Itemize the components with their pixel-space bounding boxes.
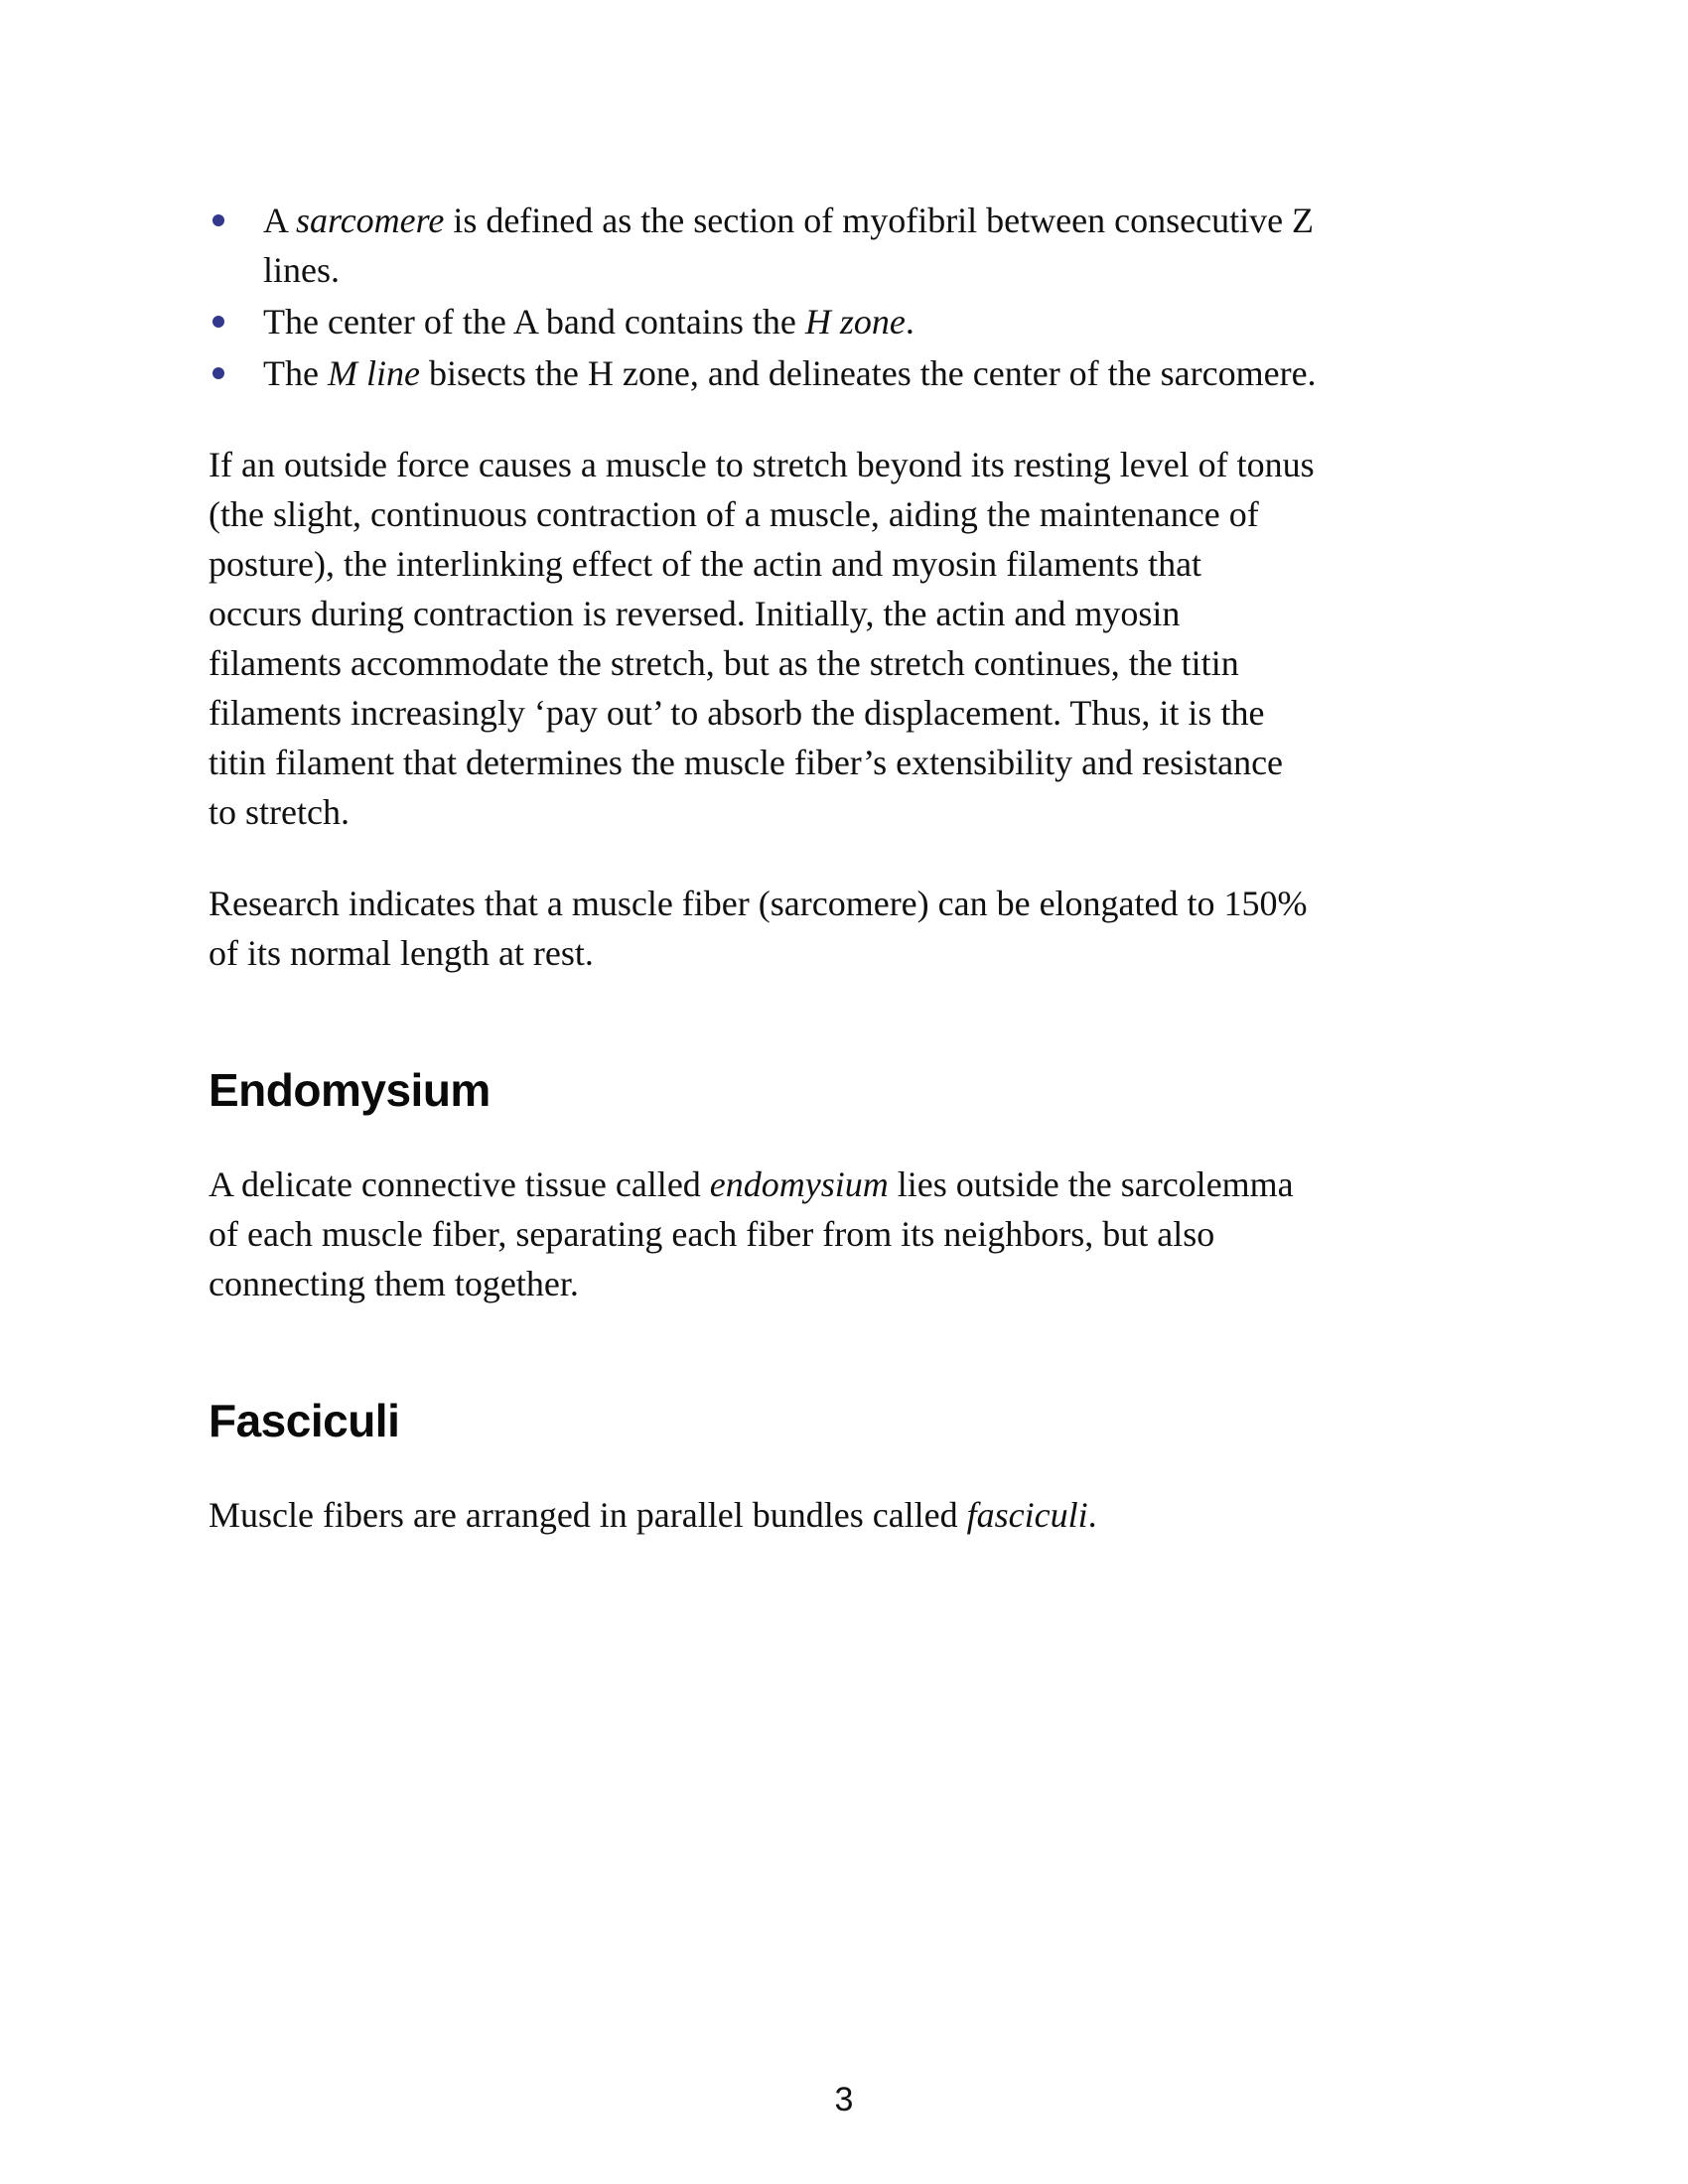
bullet-item (209, 196, 1509, 295)
paragraph (209, 440, 1509, 837)
italic-term: H zone (804, 302, 906, 341)
section-heading: Fasciculi (209, 1395, 400, 1446)
text-segment: occurs during contraction is reversed. Initially, the actin and myosin (209, 594, 1181, 633)
text-segment: . (1087, 1495, 1097, 1535)
bullet-item (209, 348, 1509, 398)
text-line (209, 1259, 1509, 1308)
page-number: 3 (834, 2081, 854, 2118)
text-segment: If an outside force causes a muscle to stretch beyond its resting level of tonus (209, 445, 1315, 484)
text-line (209, 589, 1509, 638)
text-segment: A delicate connective tissue called (209, 1164, 710, 1204)
bullet-item (209, 297, 1509, 346)
text-line (209, 489, 1509, 539)
text-line (209, 879, 1509, 928)
paragraph (209, 1490, 1509, 1540)
text-segment: lies outside the sarcolemma (888, 1164, 1294, 1204)
text-segment: The (263, 353, 328, 393)
bullet-list (209, 196, 1509, 398)
text-line (209, 1490, 1509, 1540)
text-line (209, 738, 1509, 787)
text-segment: is defined as the section of myofibril between consecutive Z (444, 201, 1315, 240)
paragraph (209, 1160, 1509, 1308)
text-line (209, 688, 1509, 738)
text-line (263, 245, 1509, 295)
text-segment: lines. (263, 250, 340, 290)
italic-term: fasciculi (966, 1495, 1088, 1535)
text-segment: (the slight, continuous contraction of a muscle, aiding the maintenance of (209, 494, 1259, 534)
paragraph (209, 879, 1509, 978)
text-segment: The center of the A band contains the (263, 302, 805, 341)
text-line (263, 348, 1509, 398)
text-line (209, 440, 1509, 489)
text-line (263, 297, 1509, 346)
italic-term: sarcomere (296, 201, 445, 240)
text-line (209, 539, 1509, 589)
text-segment: to stretch. (209, 792, 350, 832)
text-line (209, 638, 1509, 688)
text-segment: Research indicates that a muscle fiber (sarcomere) can be elongated to 150% (209, 884, 1308, 923)
text-segment: Muscle fibers are arranged in parallel bundles called (209, 1495, 967, 1535)
text-line (209, 787, 1509, 837)
italic-term: M line (327, 353, 420, 393)
text-segment: of its normal length at rest. (209, 933, 594, 973)
text-line (209, 1209, 1509, 1259)
text-line (209, 928, 1509, 978)
text-segment: bisects the H zone, and delineates the center of the sarcomere. (419, 353, 1317, 393)
text-segment: posture), the interlinking effect of the actin and myosin filaments that (209, 544, 1202, 584)
text-segment: filaments accommodate the stretch, but as the stretch continues, the titin (209, 643, 1239, 683)
text-segment: filaments increasingly ‘pay out’ to absorb the displacement. Thus, it is the (209, 693, 1265, 733)
text-segment: of each muscle fiber, separating each fiber from its neighbors, but also (209, 1214, 1215, 1254)
italic-term: endomysium (709, 1164, 889, 1204)
section-heading: Endomysium (209, 1064, 491, 1116)
text-segment: connecting them together. (209, 1264, 579, 1303)
text-segment: titin filament that determines the muscle fiber’s extensibility and resistance (209, 743, 1284, 782)
text-line (209, 1160, 1509, 1209)
page-content (209, 196, 1509, 1540)
text-segment: . (905, 302, 914, 341)
text-segment: A (263, 201, 297, 240)
text-line (263, 196, 1509, 245)
